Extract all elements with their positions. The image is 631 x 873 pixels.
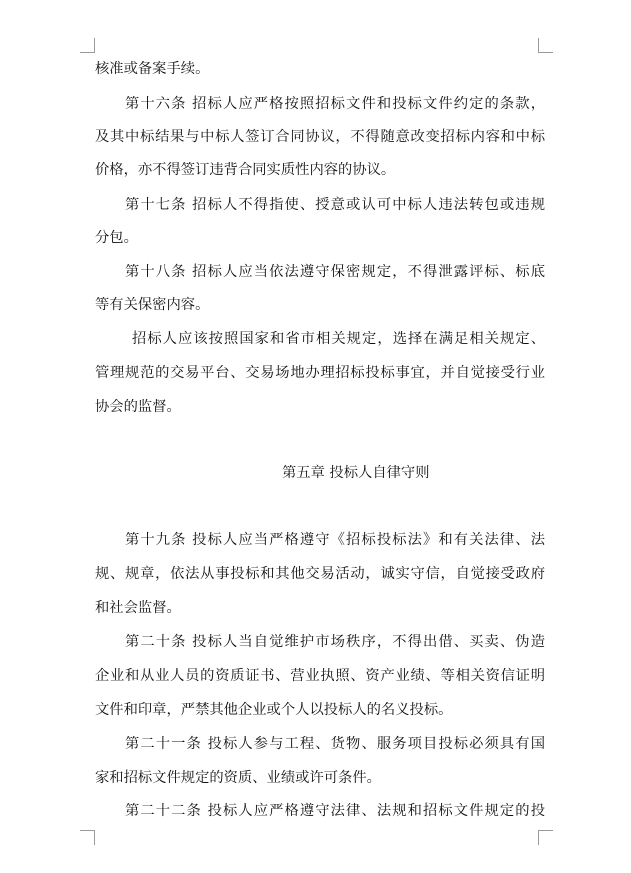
crop-mark-bottom-left [80, 830, 95, 845]
text-line: 分包。 [95, 230, 138, 246]
text-line: 核准或备案手续。 [95, 61, 210, 77]
text-line: 规、规章，依法从事投标和其他交易活动，诚实守信，自觉接受政府 [95, 566, 545, 582]
text-line: 管理规范的交易平台、交易场地办理招标投标事宜，并自觉接受行业 [95, 365, 545, 381]
crop-mark-top-left [80, 38, 95, 53]
text-line: 协会的监督。 [95, 399, 181, 415]
crop-mark-bottom-right [538, 830, 553, 845]
article-19-line: 第十九条 投标人应当严格遵守《招标投标法》和有关法律、法 [125, 532, 545, 548]
text-line: 等有关保密内容。 [95, 297, 210, 313]
text-line: 文件和印章，严禁其他企业或个人以投标人的名义投标。 [95, 702, 453, 718]
paragraph-line: 招标人应该按照国家和省市相关规定，选择在满足相关规定、 [132, 331, 545, 347]
article-21-line: 第二十一条 投标人参与工程、货物、服务项目投标必须具有国 [125, 736, 545, 752]
article-16-line: 第十六条 招标人应严格按照招标文件和投标文件约定的条款， [125, 96, 545, 112]
text-line: 及其中标结果与中标人签订合同协议，不得随意改变招标内容和中标 [95, 129, 545, 145]
crop-mark-top-right [538, 38, 553, 53]
chapter-heading: 第五章 投标人自律守则 [282, 465, 430, 481]
text-line: 价格，亦不得签订违背合同实质性内容的协议。 [95, 162, 396, 178]
text-line: 家和招标文件规定的资质、业绩或许可条件。 [95, 770, 381, 786]
article-18-line: 第十八条 招标人应当依法遵守保密规定，不得泄露评标、标底 [125, 264, 545, 280]
text-line: 企业和从业人员的资质证书、营业执照、资产业绩、等相关资信证明 [95, 668, 545, 684]
article-17-line: 第十七条 招标人不得指使、授意或认可中标人违法转包或违规 [125, 197, 545, 213]
text-line: 和社会监督。 [95, 600, 181, 616]
article-20-line: 第二十条 投标人当自觉维护市场秩序，不得出借、买卖、伪造 [125, 634, 545, 650]
article-22-line: 第二十二条 投标人应严格遵守法律、法规和招标文件规定的投 [125, 803, 545, 819]
